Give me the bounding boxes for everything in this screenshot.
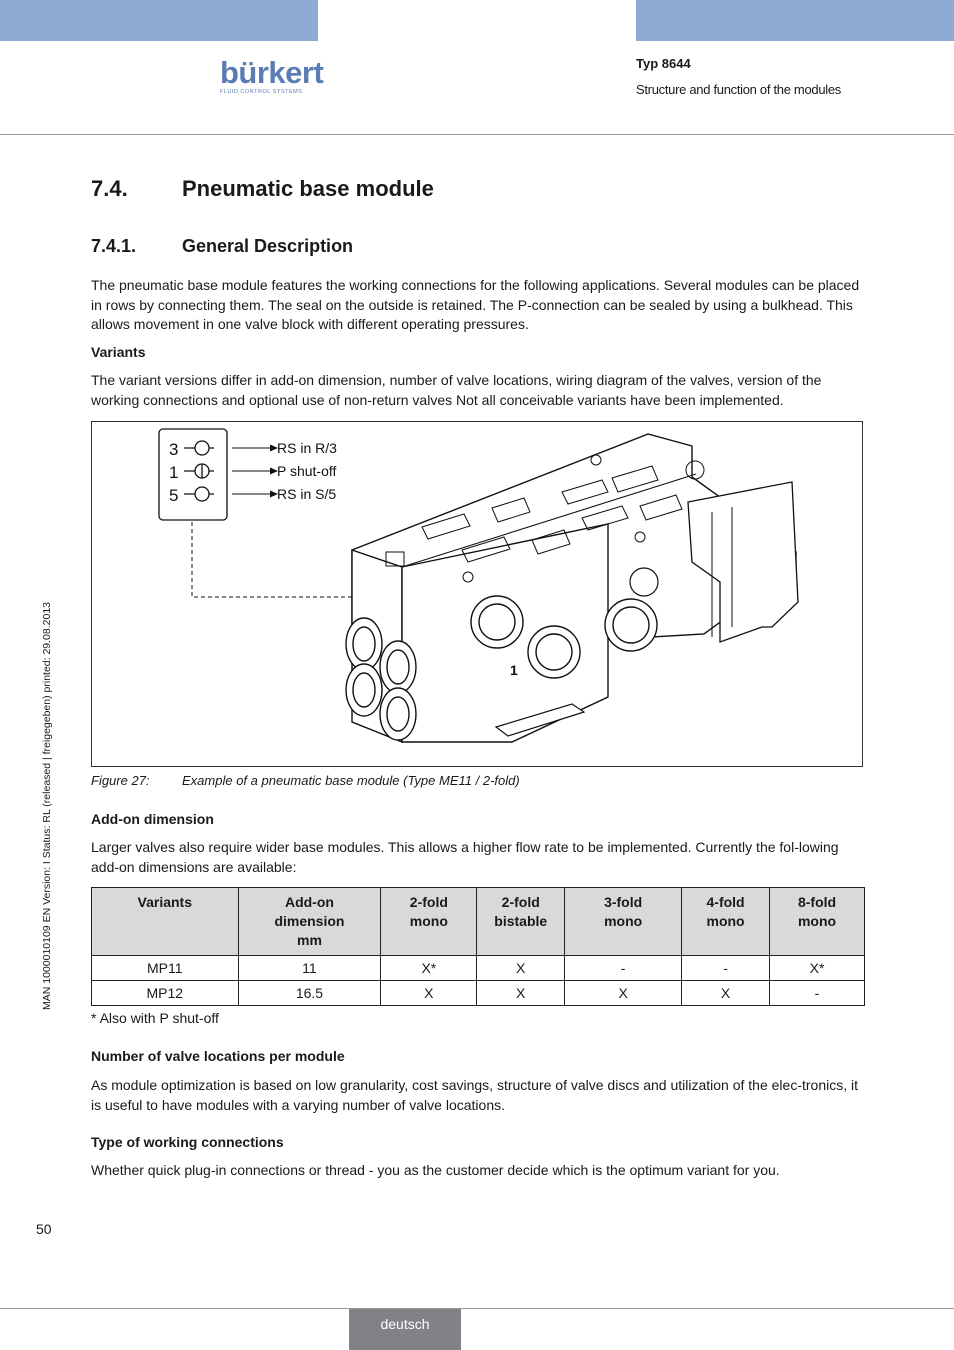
addon-heading: Add-on dimension [91,811,214,827]
brand-subtitle: FLUID CONTROL SYSTEMS [220,89,303,95]
table-row [92,956,865,981]
table-cell: X [477,956,565,981]
document-metadata-sidebar: MAN 1000010109 EN Version: I Status: RL (released | freigegeben) printed: 29.08.2013 [41,601,53,1010]
table-cell: X* [770,956,865,981]
variants-paragraph: The variant versions differ in add-on dimension, number of valve locations, wiring diagram of the valves, version of the working connections and optional use of non-return valves Not all conceivable variants have been implemented. [91,372,822,408]
legend-label: RS in S/5 [277,486,337,502]
header-divider [0,134,954,135]
chapter-title: Structure and function of the modules [636,82,841,97]
legend-num: 3 [169,440,179,459]
legend-num: 1 [169,463,179,482]
table-row [92,981,865,1006]
legend-row-3 [169,440,337,459]
valve-locations-paragraph: As module optimization is based on low granularity, cost savings, structure of valve discs and utilization of the elec-tronics, it is useful to have modules with a varying number of valve locations. [91,1077,858,1113]
table-cell: - [565,956,682,981]
subsection-title: General Description [182,236,354,256]
brand-name: bürkert [220,55,324,90]
figure-frame [91,421,863,767]
table-header-cell: 2-fold mono [381,888,477,956]
addon-paragraph: Larger valves also require wider base modules. This allows a higher flow rate to be implemented. Currently the fol-lowing add-on dimensions are available: [91,839,839,875]
legend-label: P shut-off [277,463,337,479]
table-cell: - [770,981,865,1006]
subsection-number: 7.4.1. [91,236,137,256]
footer-divider [0,1308,954,1309]
table-cell: MP11 [92,956,239,981]
table-header-row [92,888,865,956]
legend-label: RS in R/3 [277,440,337,456]
language-tab[interactable]: deutsch [349,1309,461,1350]
table-cell: X [381,981,477,1006]
table-header-cell: 2-fold bistable [477,888,565,956]
section-heading [91,176,434,202]
figure-number: Figure 27: [91,773,150,788]
legend-row-1 [169,463,337,482]
section-number: 7.4. [91,176,128,201]
legend-row-5 [169,486,336,505]
table-header-cell: 4-fold mono [682,888,770,956]
table-header-cell: 8-fold mono [770,888,865,956]
figure-caption [91,773,520,788]
doc-type: Typ 8644 [636,56,691,71]
port-label: 1 [510,662,518,678]
table-footnote: * Also with P shut-off [91,1010,219,1026]
valve-locations-heading: Number of valve locations per module [91,1048,345,1064]
header-bar-right [636,0,954,41]
table-header-cell: Add-on dimension mm [238,888,381,956]
variants-heading: Variants [91,344,146,360]
pneumatic-module-drawing [92,422,862,766]
legend-num: 5 [169,486,179,505]
table-header-cell: Variants [92,888,239,956]
table-cell: - [682,956,770,981]
table-cell: 16.5 [238,981,381,1006]
table-cell: X [565,981,682,1006]
table-cell: X [682,981,770,1006]
brand-logo [220,55,324,95]
table-cell: MP12 [92,981,239,1006]
working-connections-paragraph: Whether quick plug-in connections or thread - you as the customer decide which is the optimum variant for you. [91,1162,780,1178]
intro-paragraph: The pneumatic base module features the working connections for the following applications. Several modules can be placed in rows by connecting them. The seal on the outside is retained. The P-connection can be sealed by using a bulkhead. This allows movement in one valve block with different operating pressures. [91,277,860,333]
table-cell: X* [381,956,477,981]
page-number: 50 [36,1221,52,1237]
table-cell: 11 [238,956,381,981]
table-cell: X [477,981,565,1006]
table-header-cell: 3-fold mono [565,888,682,956]
header-bar-left [0,0,318,41]
subsection-heading [91,236,353,257]
figure-caption-text: Example of a pneumatic base module (Type ME11 / 2-fold) [182,773,520,788]
section-title: Pneumatic base module [182,176,434,201]
addon-table [91,887,865,1006]
working-connections-heading: Type of working connections [91,1134,284,1150]
